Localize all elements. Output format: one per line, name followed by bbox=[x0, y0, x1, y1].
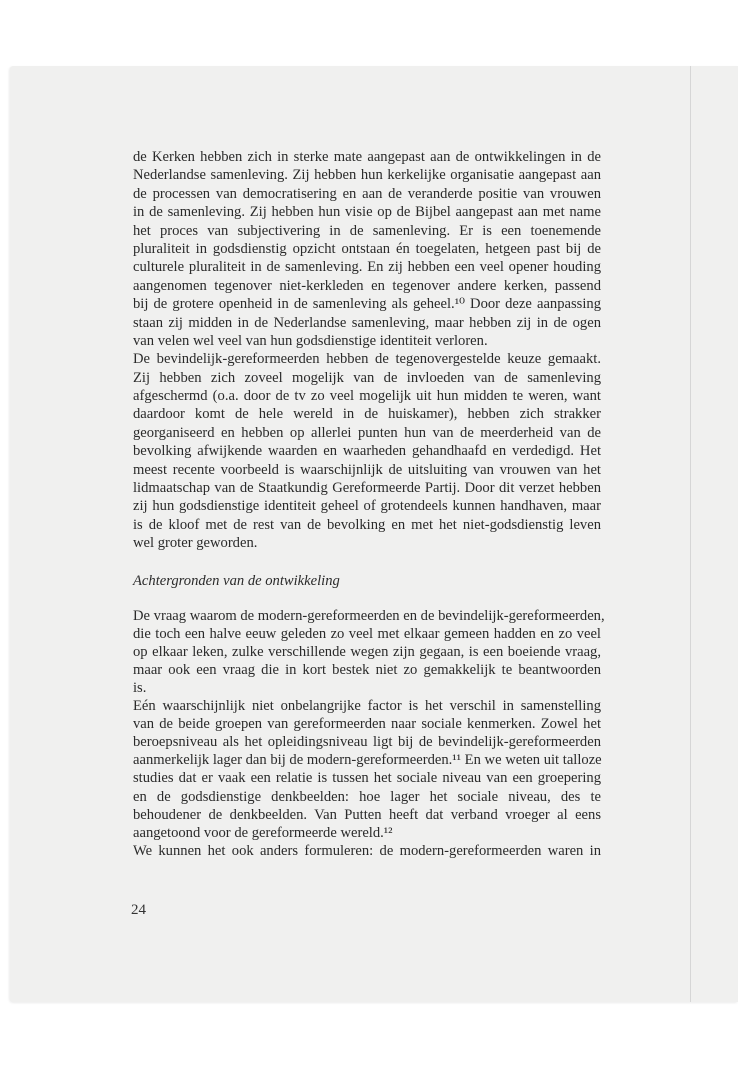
text-line: Zij hebben zich zoveel mogelijk van de invloeden van de samenleving bbox=[133, 369, 601, 386]
section-2 bbox=[133, 607, 605, 860]
text-line: het proces van subjectivering in de samenleving. Er is een toenemende bbox=[133, 222, 601, 239]
text-line: De vraag waarom de modern-gereformeerden en de bevindelijk-gereformeerden, bbox=[133, 607, 605, 624]
body-text bbox=[133, 148, 605, 860]
page-number: 24 bbox=[131, 902, 146, 918]
text-line: lidmaatschap van de Staatkundig Gereformeerde Partij. Door dit verzet hebben bbox=[133, 480, 601, 497]
text-line: wel groter geworden. bbox=[133, 535, 258, 552]
text-line: daardoor komt de hele wereld in de huiskamer), hebben zich strakker bbox=[133, 406, 601, 423]
text-line: van velen wel veel van hun godsdienstige identiteit verloren. bbox=[133, 332, 488, 349]
text-line: We kunnen het ook anders formuleren: de modern-gereformeerden waren in bbox=[133, 842, 601, 859]
text-line: is. bbox=[133, 679, 147, 696]
text-line: georganiseerd en hebben op allerlei punten hun van de meerderheid van de bbox=[133, 424, 601, 441]
text-line: beroepsniveau als het opleidingsniveau ligt bij de bevindelijk-gereformeerden bbox=[133, 734, 601, 751]
page-fold-line bbox=[690, 66, 691, 1002]
section-1 bbox=[133, 148, 601, 553]
text-line: staan zij midden in de Nederlandse samenleving, maar hebben zij in de ogen bbox=[133, 314, 601, 331]
text-line: de processen van democratisering en aan de veranderde positie van vrouwen bbox=[133, 185, 601, 202]
text-line: aangetoond voor de gereformeerde wereld.¹² bbox=[133, 824, 393, 841]
text-line: meest recente voorbeeld is waarschijnlijk de uitsluiting van vrouwen van het bbox=[133, 461, 601, 478]
text-line: Eén waarschijnlijk niet onbelangrijke factor is het verschil in samenstelling bbox=[133, 698, 601, 715]
section-heading: Achtergronden van de ontwikkeling bbox=[133, 572, 340, 589]
text-line: De bevindelijk-gereformeerden hebben de tegenovergestelde keuze gemaakt. bbox=[133, 351, 601, 368]
text-line: pluraliteit in godsdienstig opzicht ontstaan én toegelaten, hetgeen past bij de bbox=[133, 240, 601, 257]
text-line: is de kloof met de rest van de bevolking en met het niet-godsdienstig leven bbox=[133, 516, 601, 533]
text-line: afgeschermd (o.a. door de tv zo veel mogelijk uit hun midden te weren, want bbox=[133, 388, 601, 405]
text-line: maar ook een vraag die in kort bestek niet zo gemakkelijk te beantwoorden bbox=[133, 661, 601, 678]
text-line: de Kerken hebben zich in sterke mate aangepast aan de ontwikkelingen in de bbox=[133, 149, 601, 165]
text-line: bij de grotere openheid in de samenleving als geheel.¹⁰ Door deze aanpassing bbox=[133, 296, 601, 313]
text-line: en de godsdienstige denkbeelden: hoe lager het sociale niveau, des te bbox=[133, 788, 601, 805]
text-line: die toch een halve eeuw geleden zo veel met elkaar gemeen hadden en zo veel bbox=[133, 625, 601, 642]
text-line: zij hun godsdienstige identiteit geheel of grotendeels kunnen handhaven, maar bbox=[133, 498, 601, 515]
text-line: behoudener de denkbeelden. Van Putten heeft dat verband vroeger al eens bbox=[133, 806, 601, 823]
text-line: Nederlandse samenleving. Zij hebben hun kerkelijke organisatie aangepast aan bbox=[133, 167, 601, 184]
text-line: aanmerkelijk lager dan bij de modern-gereformeerden.¹¹ En we weten uit talloze bbox=[133, 752, 602, 769]
text-line: aangenomen tegenover niet-kerkleden en tegenover andere kerken, passend bbox=[133, 277, 601, 294]
text-line: van de beide groepen van gereformeerden naar sociale kenmerken. Zowel het bbox=[133, 716, 601, 733]
text-line: studies dat er vaak een relatie is tussen het sociale niveau van een groepering bbox=[133, 770, 601, 787]
text-line: op elkaar leken, zulke verschillende wegen zijn gegaan, is een boeiende vraag, bbox=[133, 643, 601, 660]
text-line: bevolking afwijkende waarden en waarheden gehandhaafd en verdedigd. Het bbox=[133, 443, 601, 460]
text-line: in de samenleving. Zij hebben hun visie op de Bijbel aangepast aan met name bbox=[133, 204, 601, 221]
text-line: culturele pluraliteit in de samenleving. En zij hebben een veel opener houding bbox=[133, 259, 601, 276]
